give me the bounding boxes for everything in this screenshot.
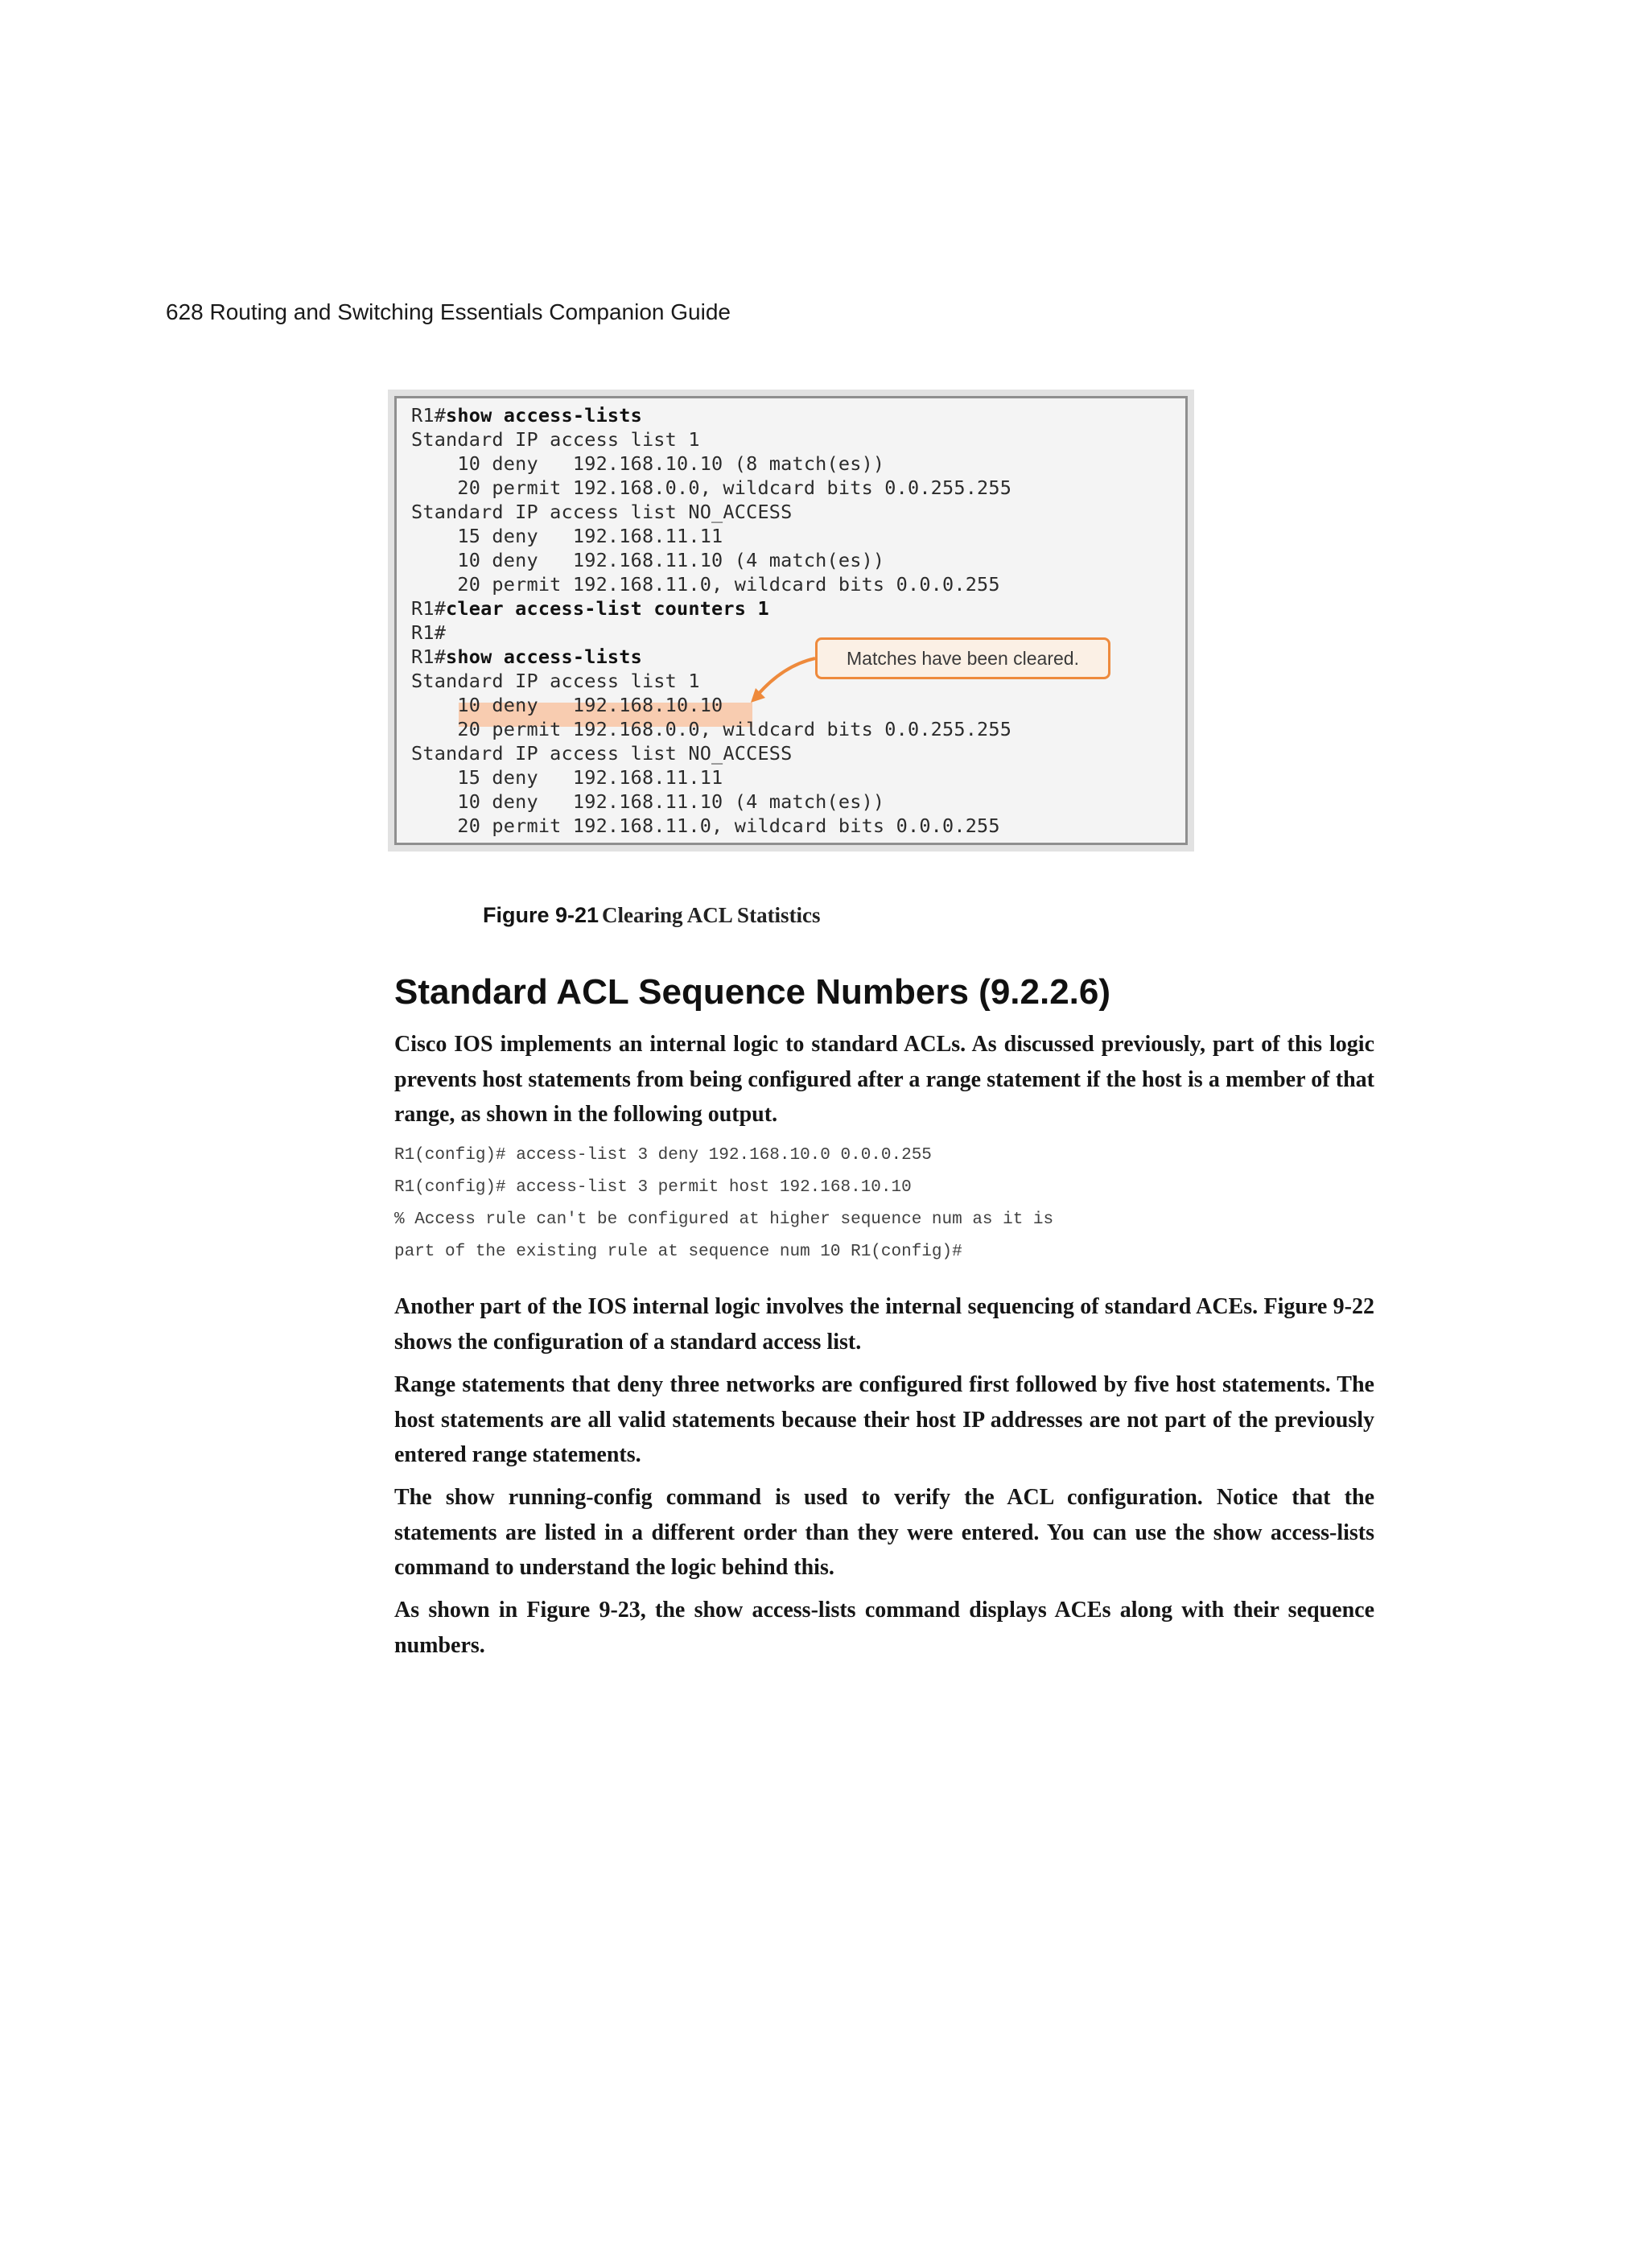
code-line: R1(config)# access-list 3 deny 192.168.10.0 0.0.0.255 [394, 1146, 932, 1165]
terminal-output [394, 396, 1188, 845]
terminal-line [411, 717, 1011, 741]
terminal-text: 10 deny 192.168.10.10 [411, 694, 723, 716]
terminal-text: 20 permit 192.168.11.0, wildcard bits 0.0.0.255 [411, 814, 1000, 837]
terminal-text: Standard IP access list 1 [411, 428, 700, 451]
terminal-line [411, 790, 884, 814]
terminal-line [411, 765, 723, 790]
terminal-text: 15 deny 192.168.11.11 [411, 766, 723, 789]
terminal-prompt: R1# [411, 621, 447, 644]
terminal-command: show access-lists [446, 404, 642, 427]
terminal-line [411, 452, 884, 476]
figure-title: Clearing ACL Statistics [602, 903, 821, 927]
terminal-line [411, 693, 723, 717]
terminal-text: 20 permit 192.168.0.0, wildcard bits 0.0.255.255 [411, 718, 1012, 740]
terminal-command: clear access-list counters 1 [446, 597, 769, 620]
terminal-line [411, 669, 700, 693]
terminal-text: Standard IP access list NO_ACCESS [411, 501, 793, 523]
terminal-line [411, 814, 1000, 838]
terminal-line [411, 741, 793, 765]
terminal-line [411, 645, 642, 669]
code-line: R1(config)# access-list 3 permit host 192.168.10.10 [394, 1178, 912, 1197]
paragraph-intro: Cisco IOS implements an internal logic to standard ACLs. As discussed previously, part of this logic prevents host statements from being configured after a range statement if the host is a member of that range, as shown in the following output. [394, 1032, 1374, 1127]
terminal-line [411, 548, 884, 572]
terminal-line [411, 524, 723, 548]
terminal-text: 20 permit 192.168.0.0, wildcard bits 0.0.255.255 [411, 476, 1012, 499]
terminal-line [411, 476, 1011, 500]
terminal-command: show access-lists [446, 645, 642, 668]
terminal-prompt: R1# [411, 597, 447, 620]
code-line: % Access rule can't be configured at higher sequence num as it is [394, 1210, 1054, 1229]
terminal-line [411, 596, 769, 621]
section-heading: Standard ACL Sequence Numbers (9.2.2.6) [394, 972, 1111, 1012]
figure-caption [483, 903, 821, 928]
terminal-text: 10 deny 192.168.11.10 (4 match(es)) [411, 790, 885, 813]
terminal-text: 10 deny 192.168.10.10 (8 match(es)) [411, 452, 885, 475]
paragraph-running-config: The show running-config command is used to verify the ACL configuration. Notice that the statements are listed in a different order than they were entered. You can use the show access-lists command to understand the logic behind this. [394, 1485, 1374, 1580]
terminal-line [411, 427, 700, 452]
code-line: part of the existing rule at sequence num 10 R1(config)# [394, 1243, 962, 1261]
terminal-line [411, 572, 1000, 596]
terminal-prompt: R1# [411, 645, 447, 668]
paragraph-range-statements: Range statements that deny three networks are configured first followed by five host statements. The host statements are all valid statements because their host IP addresses are not part of the previously entered range statements. [394, 1372, 1374, 1467]
paragraph-show-access-lists: As shown in Figure 9-23, the show access-lists command displays ACEs along with their sequence numbers. [394, 1598, 1374, 1658]
terminal-text: Standard IP access list 1 [411, 670, 700, 692]
terminal-line [411, 403, 642, 427]
terminal-text: 20 permit 192.168.11.0, wildcard bits 0.0.0.255 [411, 573, 1000, 596]
terminal-text: 15 deny 192.168.11.11 [411, 525, 723, 547]
terminal-line [411, 621, 446, 645]
callout-box: Matches have been cleared. [815, 637, 1110, 679]
terminal-text: 10 deny 192.168.11.10 (4 match(es)) [411, 549, 885, 571]
figure-number: Figure 9-21 [483, 903, 599, 927]
running-header: 628 Routing and Switching Essentials Companion Guide [166, 299, 731, 324]
paragraph-internal-sequencing: Another part of the IOS internal logic involves the internal sequencing of standard ACEs. Figure 9-22 shows the configuration of a standard access list. [394, 1294, 1374, 1355]
terminal-prompt: R1# [411, 404, 447, 427]
figure-screenshot [388, 390, 1194, 852]
terminal-text: Standard IP access list NO_ACCESS [411, 742, 793, 765]
terminal-line [411, 500, 793, 524]
